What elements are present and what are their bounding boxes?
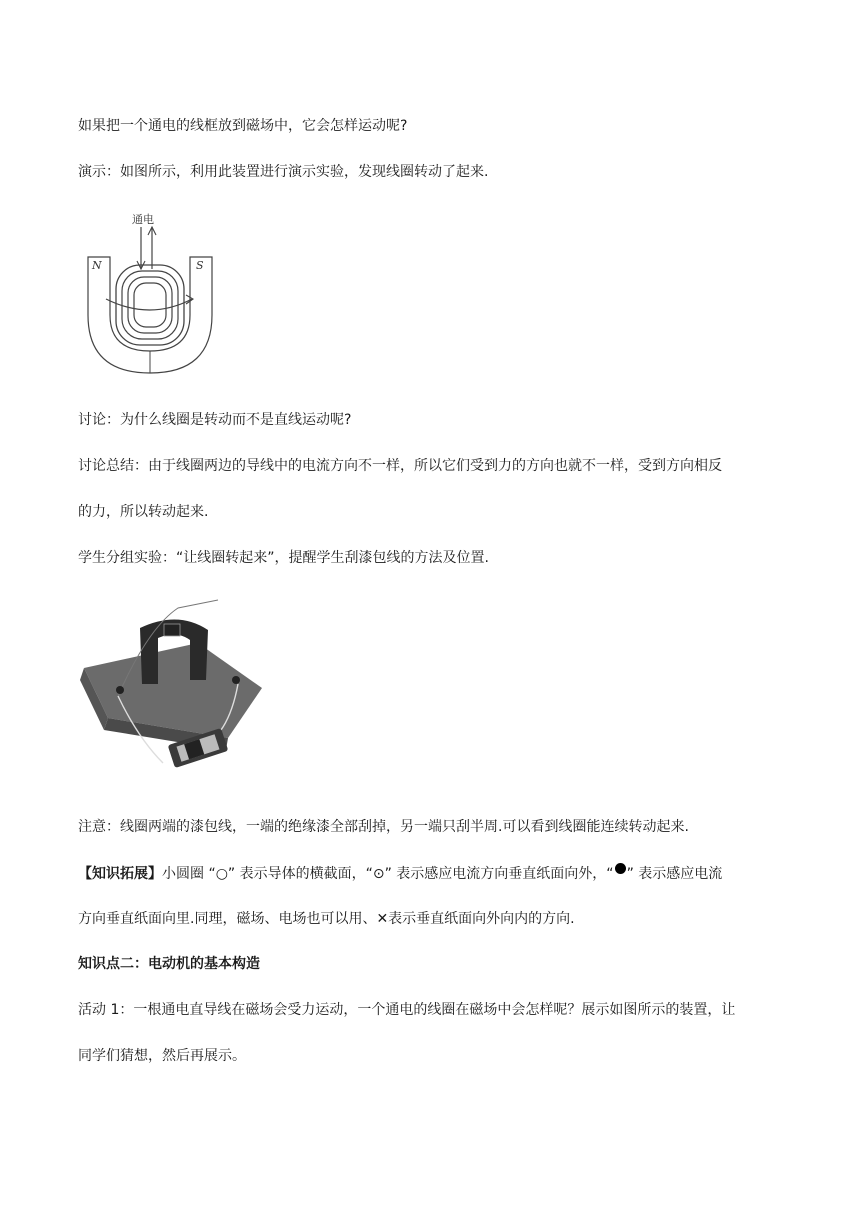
paragraph-demo: 演示：如图所示，利用此装置进行演示实验，发现线圈转动了起来. xyxy=(78,164,489,180)
label-current-on: 通电 xyxy=(132,213,154,226)
extension-label: 【知识拓展】 xyxy=(78,866,162,882)
section-heading-motor-structure: 知识点二：电动机的基本构造 xyxy=(78,956,260,972)
paragraph-extension-line1 xyxy=(78,863,722,884)
experiment-setup-photo xyxy=(78,588,268,778)
paragraph-note: 注意：线圈两端的漆包线，一端的绝缘漆全部刮掉，另一端只刮半周.可以看到线圈能连续转动起来. xyxy=(78,819,689,835)
paragraph-extension-line2: 方向垂直纸面向里.同理，磁场、电场也可以用、✕表示垂直纸面向外向内的方向. xyxy=(78,911,575,927)
paragraph-summary-line2: 的力，所以转动起来. xyxy=(78,504,209,520)
label-south: S xyxy=(196,259,204,272)
extension-text-part2: ” 表示感应电流 xyxy=(626,866,723,882)
label-north: N xyxy=(92,259,102,272)
paragraph-question: 如果把一个通电的线框放到磁场中，它会怎样运动呢? xyxy=(78,118,408,134)
paragraph-group-experiment: 学生分组实验：“让线圈转起来”，提醒学生刮漆包线的方法及位置. xyxy=(78,550,489,566)
extension-text-part1: 小圆圈 “○” 表示导体的横截面，“⊙” 表示感应电流方向垂直纸面向外，“ xyxy=(162,866,614,882)
paragraph-discussion: 讨论：为什么线圈是转动而不是直线运动呢? xyxy=(78,412,352,428)
paragraph-activity-line1: 活动 1：一根通电直导线在磁场会受力运动，一个通电的线圈在磁场中会怎样呢？展示如图所示的装置，让 xyxy=(78,1002,736,1018)
magnet-coil-diagram xyxy=(86,205,216,385)
paragraph-activity-line2: 同学们猜想，然后再展示。 xyxy=(78,1048,246,1064)
filled-dot-symbol xyxy=(615,863,626,874)
paragraph-summary-line1: 讨论总结：由于线圈两边的导线中的电流方向不一样，所以它们受到力的方向也就不一样，受到方向相反 xyxy=(78,458,722,474)
